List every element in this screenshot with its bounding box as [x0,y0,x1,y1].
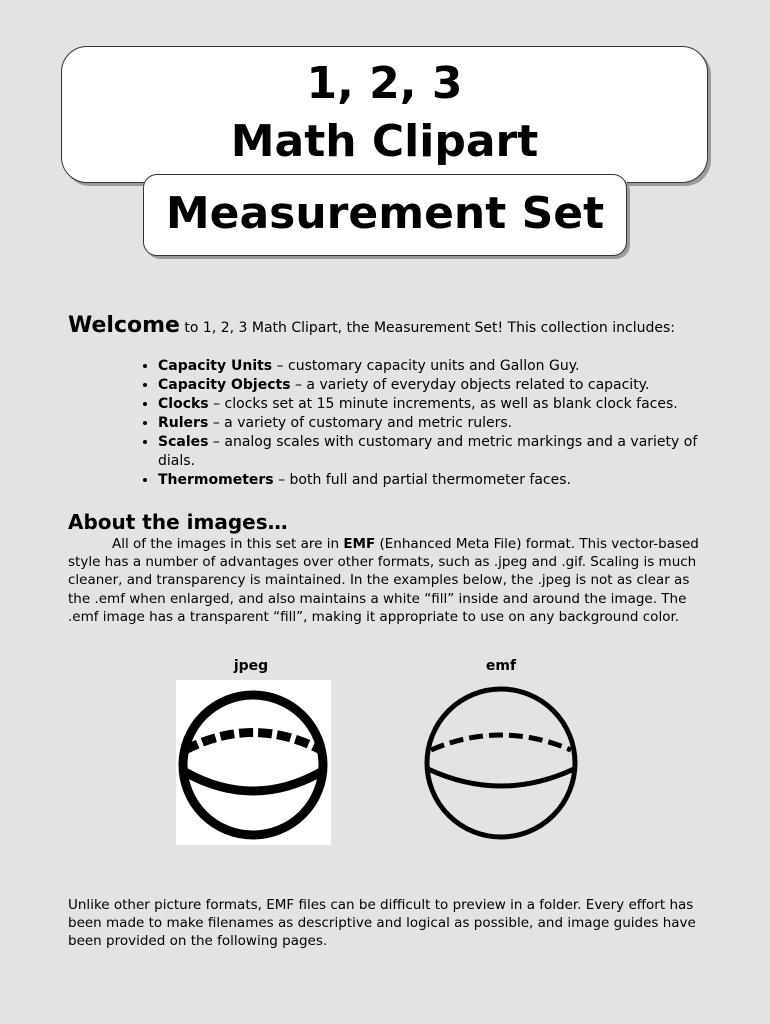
list-item-desc: – clocks set at 15 minute increments, as well as blank clock faces. [208,396,678,412]
about-emf-term: EMF [343,536,376,552]
list-item-desc: – a variety of everyday objects related to capacity. [290,377,650,393]
emf-sphere-image [421,683,581,843]
welcome-paragraph [68,311,728,343]
list-item-term: Capacity Objects [158,377,291,393]
about-text-after: (Enhanced Meta File) format. This vector-based style has a number of advantages over other formats, such as .jpeg and .gif. Scaling is much cleaner, and transparency is maintained. In the examples below, the .jpeg is not as clear as the .emf when enlarged, and also maintains a white “fill” inside and around the image. The .emf image has a transparent “fill”, making it appropriate to use on any background color. [68,536,699,625]
list-item-desc: – analog scales with customary and metric markings and a variety of dials. [158,434,698,469]
list-item [158,376,698,395]
includes-list [138,357,698,490]
list-item-desc: – both full and partial thermometer faces. [273,472,571,488]
list-item-term: Capacity Units [158,358,273,374]
list-item [158,433,698,471]
jpeg-sphere-image [176,680,331,845]
list-item [158,395,698,414]
about-heading: About the images… [68,510,288,534]
closing-paragraph: Unlike other picture formats, EMF files can be difficult to preview in a folder. Every effort has been made to make filenames as descriptive and logical as possible, and image guides have been provided on the following pages. [68,897,696,950]
subtitle-banner: Measurement Set [143,174,627,256]
emf-caption: emf [485,658,517,674]
about-paragraph [68,535,708,626]
list-item-term: Rulers [158,415,209,431]
welcome-word: Welcome [68,313,180,338]
list-item-desc: – a variety of customary and metric rulers. [208,415,513,431]
welcome-text: to 1, 2, 3 Math Clipart, the Measurement Set! This collection includes: [179,320,675,336]
list-item [158,414,698,433]
list-item-term: Clocks [158,396,209,412]
title-name: Math Clipart [230,116,539,167]
title-number: 1, 2, 3 [306,58,463,109]
list-item [158,357,698,376]
list-item-desc: – customary capacity units and Gallon Guy. [272,358,580,374]
list-item [158,471,698,490]
jpeg-caption: jpeg [233,658,269,674]
about-text-before: All of the images in this set are in [112,536,344,552]
list-item-term: Scales [158,434,209,450]
list-item-term: Thermometers [158,472,274,488]
